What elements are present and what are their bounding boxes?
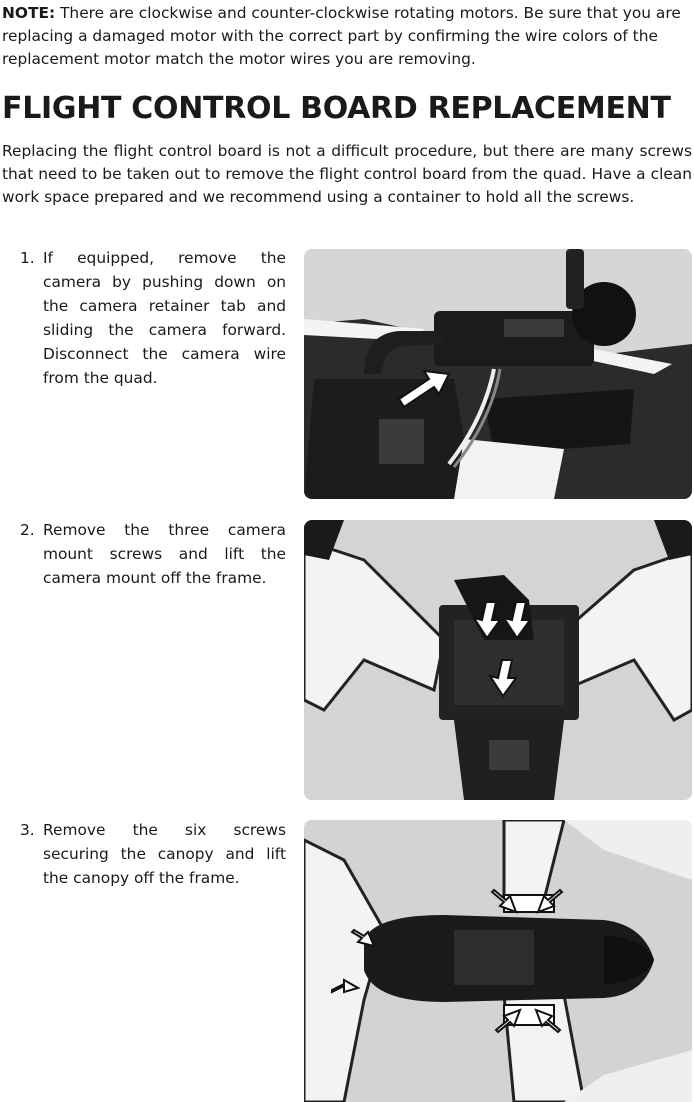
step-2	[20, 518, 286, 590]
step-text: Remove the three camera mount screws and lift the camera mount off the frame.	[43, 521, 286, 587]
step-number: 1.	[20, 249, 35, 267]
photo-camera-removal	[304, 249, 692, 499]
step-3	[20, 818, 286, 890]
step-text: Remove the six screws securing the canopy and lift the canopy off the frame.	[43, 821, 286, 887]
step-text: If equipped, remove the camera by pushing down on the camera retainer tab and sliding the camera forward. Disconnect the camera wire from the quad.	[43, 249, 286, 387]
note-label: NOTE:	[2, 4, 56, 22]
note-paragraph	[2, 2, 692, 71]
section-title: FLIGHT CONTROL BOARD REPLACEMENT	[2, 91, 671, 126]
section-intro: Replacing the flight control board is not a difficult procedure, but there are many screws that need to be taken out to remove the flight control board from the quad. Have a clean work space prepared and we recommend using a container to hold all the screws.	[2, 142, 692, 206]
note-text: There are clockwise and counter-clockwise rotating motors. Be sure that you are replacing a damaged motor with the correct part by confirming the wire colors of the replacement motor match the motor wires you are removing.	[2, 4, 681, 68]
photo-camera-mount	[304, 520, 692, 800]
step-1	[20, 246, 286, 390]
step-number: 3.	[20, 821, 35, 839]
step-number: 2.	[20, 521, 35, 539]
photo-canopy-removal	[304, 820, 692, 1102]
